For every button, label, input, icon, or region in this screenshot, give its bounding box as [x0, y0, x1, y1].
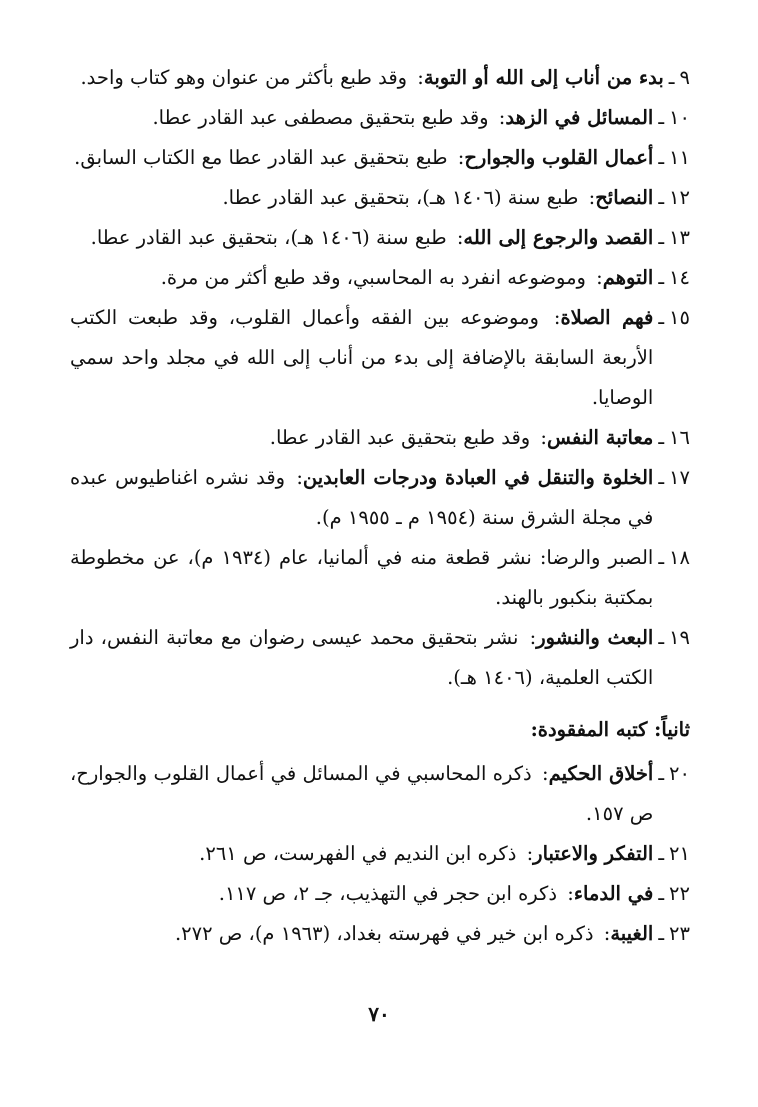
entry-dash: ـ	[658, 266, 665, 289]
list-item	[70, 914, 690, 954]
list-item	[70, 874, 690, 914]
entry-text: وموضوعه انفرد به المحاسبي، وقد طبع أكثر من مرة.	[160, 266, 586, 289]
entry-number: ١٩	[669, 626, 690, 649]
entry-text: ذكره ابن النديم في الفهرست، ص ٢٦١.	[199, 842, 517, 865]
entry-title: الخلوة والتنقل في العبادة ودرجات العابدين	[302, 466, 654, 489]
entry-title: الغيبة	[610, 922, 654, 945]
entry-number: ٢٢	[669, 882, 690, 905]
entries-list-2	[70, 754, 690, 954]
entry-separator: :	[457, 146, 465, 169]
entry-number: ١٥	[669, 306, 690, 329]
entry-separator: :	[540, 426, 547, 449]
page-number: ٧٠	[368, 1002, 390, 1026]
entry-separator: :	[456, 226, 464, 249]
entry-text: الصبر والرضا: نشر قطعة منه في ألمانيا، عام (١٩٣٤ م)، عن مخطوطة بمكتبة بنكبور بالهند.	[70, 546, 654, 609]
entry-number: ١٣	[669, 226, 690, 249]
entry-number: ٩	[679, 66, 690, 89]
entry-title: في الدماء	[573, 882, 654, 905]
section-heading: ثانياً: كتبه المفقودة:	[530, 718, 690, 741]
entry-separator: :	[596, 266, 603, 289]
list-item	[70, 754, 690, 834]
entry-text: وقد نشره اغناطيوس عبده في مجلة الشرق سنة (١٩٥٤ م ـ ١٩٥٥ م).	[70, 466, 654, 529]
entry-title: معاتبة النفس	[547, 426, 654, 449]
entry-separator: :	[498, 106, 506, 129]
entry-dash: ـ	[658, 762, 665, 785]
entry-number: ١١	[669, 146, 690, 169]
entry-title: البعث والنشور	[536, 626, 654, 649]
entry-title: النصائح	[595, 186, 654, 209]
entry-dash: ـ	[658, 882, 665, 905]
entry-text: ذكره ابن حجر في التهذيب، جـ ٢، ص ١١٧.	[218, 882, 558, 905]
entry-number: ١٨	[669, 546, 690, 569]
entry-title: أخلاق الحكيم	[548, 762, 654, 785]
entry-text: نشر بتحقيق محمد عيسى رضوان مع معاتبة النفس، دار الكتب العلمية، (١٤٠٦ هـ).	[70, 626, 654, 689]
entry-separator: :	[529, 626, 537, 649]
entry-dash: ـ	[658, 186, 665, 209]
entry-dash: ـ	[658, 226, 665, 249]
entry-dash: ـ	[658, 546, 665, 569]
entry-text: وموضوعه بين الفقه وأعمال القلوب، وقد طبعت الكتب الأربعة السابقة بالإضافة إلى بدء من أناب إلى الله في مجلد واحد سمي الوصايا.	[70, 306, 654, 409]
list-item	[70, 258, 690, 298]
entry-title: المسائل في الزهد	[505, 106, 654, 129]
entry-dash: ـ	[658, 842, 665, 865]
entry-dash: ـ	[668, 66, 675, 89]
list-item	[70, 138, 690, 178]
entry-separator: :	[603, 922, 611, 945]
entry-title: التفكر والاعتبار	[533, 842, 654, 865]
entry-separator: :	[567, 882, 574, 905]
entry-separator: :	[553, 306, 561, 329]
entry-separator: :	[296, 466, 303, 489]
entry-separator: :	[526, 842, 534, 865]
list-item	[70, 458, 690, 538]
list-item	[70, 418, 690, 458]
entry-number: ١٠	[669, 106, 690, 129]
entry-text: ذكره المحاسبي في المسائل في أعمال القلوب والجوارح، ص ١٥٧.	[70, 762, 654, 825]
entry-text: ذكره ابن خير في فهرسته بغداد، (١٩٦٣ م)، ص ٢٧٢.	[174, 922, 594, 945]
list-item	[70, 298, 690, 418]
entry-title: القصد والرجوع إلى الله	[463, 226, 654, 249]
list-item	[70, 538, 690, 618]
entry-separator: :	[588, 186, 596, 209]
entry-text: وقد طبع بتحقيق مصطفى عبد القادر عطا.	[152, 106, 489, 129]
entry-dash: ـ	[658, 146, 665, 169]
list-item	[70, 98, 690, 138]
entry-number: ١٦	[669, 426, 690, 449]
entry-text: طبع بتحقيق عبد القادر عطا مع الكتاب السابق.	[74, 146, 448, 169]
entry-text: وقد طبع بأكثر من عنوان وهو كتاب واحد.	[80, 66, 408, 89]
entry-dash: ـ	[658, 106, 665, 129]
entry-number: ٢١	[669, 842, 690, 865]
entry-number: ١٢	[669, 186, 690, 209]
entry-title: فهم الصلاة	[560, 306, 654, 329]
entry-number: ٢٣	[669, 922, 690, 945]
list-item	[70, 58, 690, 98]
entry-dash: ـ	[658, 306, 665, 329]
list-item	[70, 218, 690, 258]
entry-separator: :	[417, 66, 424, 89]
list-item	[70, 834, 690, 874]
entry-text: طبع سنة (١٤٠٦ هـ)، بتحقيق عبد القادر عطا.	[90, 226, 447, 249]
entry-number: ١٤	[669, 266, 690, 289]
entry-dash: ـ	[658, 466, 665, 489]
entry-number: ٢٠	[669, 762, 690, 785]
entry-dash: ـ	[658, 922, 665, 945]
entry-number: ١٧	[669, 466, 690, 489]
list-item	[70, 618, 690, 698]
entry-title: التوهم	[602, 266, 654, 289]
entry-dash: ـ	[658, 426, 665, 449]
entry-separator: :	[542, 762, 549, 785]
entry-text: طبع سنة (١٤٠٦ هـ)، بتحقيق عبد القادر عطا.	[222, 186, 579, 209]
entries-list-1	[70, 58, 690, 698]
list-item	[70, 178, 690, 218]
entry-title: أعمال القلوب والجوارح	[464, 146, 654, 169]
entry-title: بدء من أناب إلى الله أو التوبة	[423, 66, 664, 89]
entry-dash: ـ	[658, 626, 665, 649]
entry-text: وقد طبع بتحقيق عبد القادر عطا.	[269, 426, 531, 449]
